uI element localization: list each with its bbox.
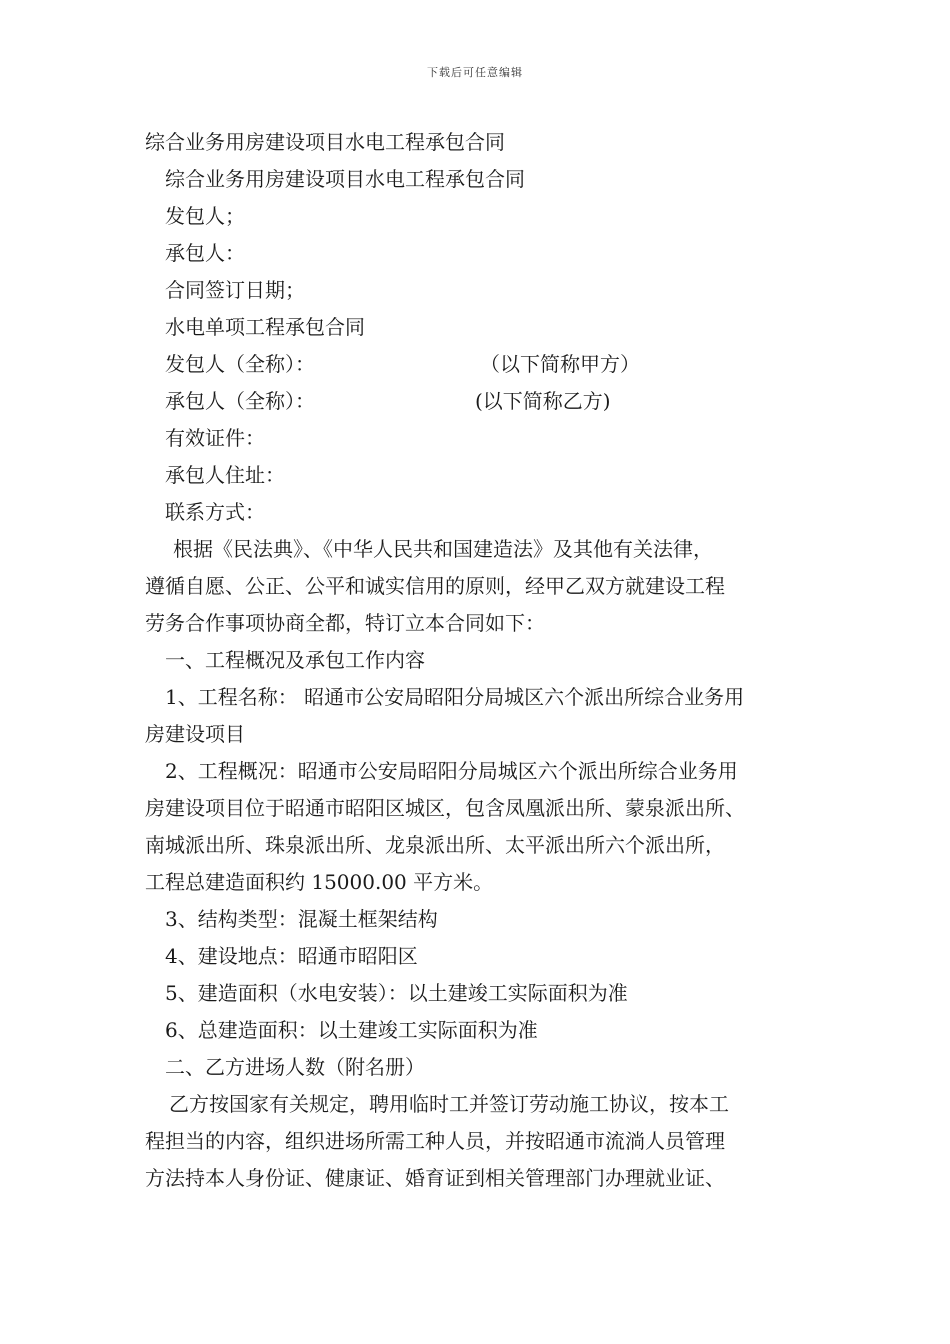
item3-line: 3、结构类型：混凝土框架结构 [165, 907, 438, 931]
page-header: 下载后可任意编辑 [427, 66, 523, 79]
intro-line-2: 遵循自愿、公正、公平和诚实信用的原则，经甲乙双方就建设工程 [145, 574, 725, 598]
item5-line: 5、建造面积（水电安装）：以土建竣工实际面积为准 [165, 981, 628, 1005]
party-b-note: (以下简称乙方) [475, 389, 611, 413]
party-a-note: （以下简称甲方） [480, 352, 640, 376]
item2-line-1: 2、工程概况：昭通市公安局昭阳分局城区六个派出所综合业务用 [165, 759, 738, 783]
item2-line-4: 工程总建造面积约 15000.00 平方米。 [145, 870, 494, 894]
cover-contractor: 承包人： [165, 241, 245, 265]
item1-line-2: 房建设项目 [145, 722, 245, 746]
item2-line-2: 房建设项目位于昭通市昭阳区城区，包含凤凰派出所、蒙泉派出所、 [145, 796, 745, 820]
section2-para-line-1: 乙方按国家有关规定，聘用临时工并签订劳动施工协议，按本工 [169, 1092, 729, 1116]
item6-line: 6、总建造面积：以土建竣工实际面积为准 [165, 1018, 538, 1042]
section2-para-line-3: 方法持本人身份证、健康证、婚育证到相关管理部门办理就业证、 [145, 1166, 725, 1190]
party-b-label: 承包人（全称）： [165, 389, 315, 413]
party-b-line [145, 383, 817, 420]
id-doc-line: 有效证件： [165, 426, 265, 450]
party-a-line [145, 346, 817, 383]
intro-line-3: 劳务合作事项协商全都，特订立本合同如下： [145, 611, 545, 635]
contact-line: 联系方式： [165, 500, 265, 524]
cover-sign-date: 合同签订日期； [165, 278, 305, 302]
party-a-label: 发包人（全称）： [165, 352, 315, 376]
section2-heading: 二、乙方进场人数（附名册） [165, 1055, 425, 1079]
document-body [145, 124, 817, 1197]
intro-line-1: 根据《民法典》、《中华人民共和国建造法》及其他有关法律， [173, 537, 713, 561]
item4-line: 4、建设地点：昭通市昭阳区 [165, 944, 418, 968]
item1-line-1: 1、工程名称： 昭通市公安局昭阳分局城区六个派出所综合业务用 [165, 685, 745, 709]
section2-para-line-2: 程担当的内容，组织进场所需工种人员，并按昭通市流淌人员管理 [145, 1129, 725, 1153]
cover-title: 综合业务用房建设项目水电工程承包合同 [165, 167, 525, 191]
section1-heading: 一、工程概况及承包工作内容 [165, 648, 425, 672]
address-line: 承包人住址： [165, 463, 285, 487]
item2-line-3: 南城派出所、珠泉派出所、龙泉派出所、太平派出所六个派出所， [145, 833, 725, 857]
doc-title: 综合业务用房建设项目水电工程承包合同 [145, 130, 505, 154]
cover-employer: 发包人； [165, 204, 245, 228]
contract-title: 水电单项工程承包合同 [165, 315, 365, 339]
